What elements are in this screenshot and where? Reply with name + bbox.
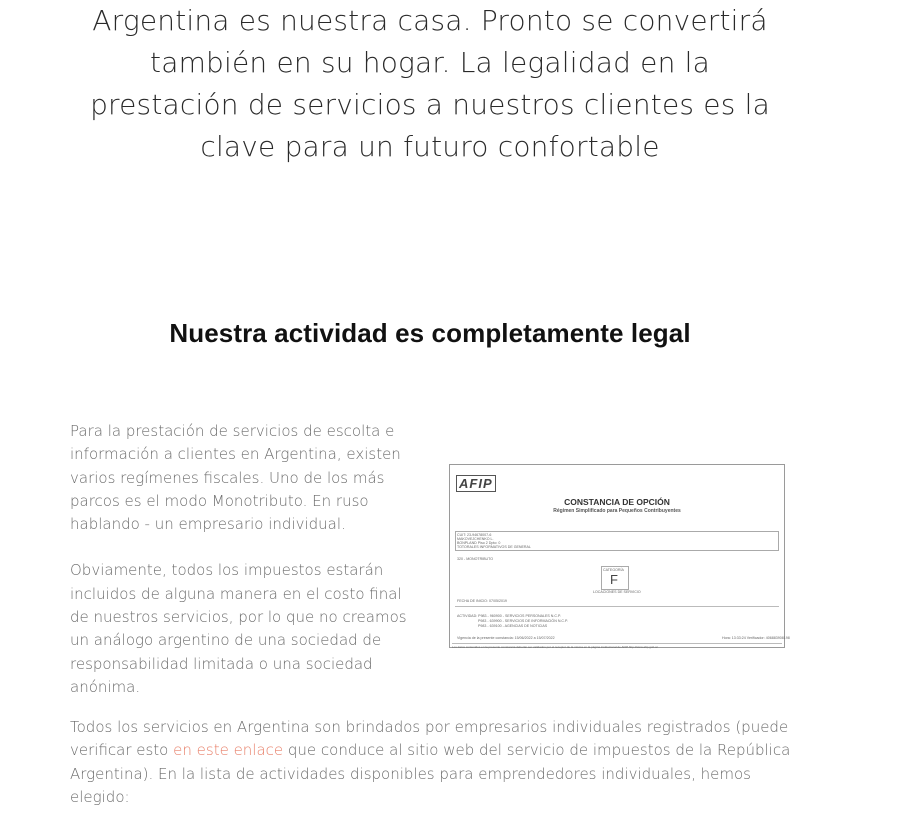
text-line: elegido:	[70, 787, 130, 806]
text-line: Obviamente, todos los impuestos estarán	[70, 561, 384, 580]
text-line: hablando - un empresario individual.	[70, 515, 346, 534]
afip-certificate-image	[449, 464, 790, 649]
cert-text: TOTORALES INFORMATIVOS DE GENERAL	[457, 545, 531, 549]
hero-line: clave para un futuro confortable	[200, 130, 660, 163]
certificate-title: CONSTANCIA DE OPCIÓN	[564, 497, 670, 507]
text-line: parcos es el modo Monotributo. En ruso	[70, 491, 369, 510]
cert-text: BONPLAND Piso 2 Dpto: 0	[457, 541, 501, 545]
text-line: un análogo argentino de una sociedad de	[70, 631, 382, 650]
hero-heading	[70, 0, 790, 168]
cert-category-label: CATEGORÍA	[603, 568, 624, 572]
afip-link[interactable]: en este enlace	[173, 741, 284, 760]
afip-logo: AFIP	[456, 476, 496, 491]
divider	[455, 606, 779, 607]
text-fragment: verificar esto	[70, 741, 174, 760]
cert-activity: P983 - 639900 - SERVICIOS DE INFORMACIÓN N.C.P.	[478, 619, 568, 623]
text-line: Para la prestación de servicios de escolta e	[70, 422, 395, 440]
cert-locations-label: LOCACIONES DE SERVICIO	[593, 590, 641, 594]
certificate-subtitle: Régimen Simplificado para Pequeños Contribuyentes	[553, 508, 681, 514]
text-line: incluidos de alguna manera en el costo final	[70, 584, 402, 603]
text-line	[70, 739, 850, 762]
text-line: Todos los servicios en Argentina son brindados por empresarios individuales registrados (puede	[70, 718, 789, 736]
cert-validity: Vigencia de la presente constancia: 15/06/2022 a 15/07/2022	[457, 636, 555, 640]
text-line: información a clientes en Argentina, existen	[70, 445, 401, 464]
text-line: responsabilidad limitada o una sociedad	[70, 654, 373, 673]
hero-line: también en su hogar. La legalidad en la	[150, 46, 710, 79]
hero-line: prestación de servicios a nuestros clientes es la	[90, 88, 770, 121]
text-fragment: que conduce al sitio web del servicio de impuestos de la República	[283, 741, 791, 760]
text-line: de nuestros servicios, por lo que no creamos	[70, 608, 407, 627]
text-line: Argentina). En la lista de actividades disponibles para emprendedores individuales, hemos	[70, 764, 751, 783]
cert-category: F	[610, 572, 618, 587]
cert-activity: ACTIVIDAD: P983 - 960900 - SERVICIOS PERSONALES N.C.P.	[457, 614, 561, 618]
section-title: Nuestra actividad es completamente legal	[169, 318, 691, 348]
paragraph-taxes	[70, 559, 410, 699]
cert-text: CUIT: 23-94678007-6	[457, 533, 492, 537]
cert-text: MAKOVEJCHENKO L.	[457, 537, 494, 541]
text-line: anónima.	[70, 677, 141, 696]
cert-activity: P983 - 639100 - AGENCIAS DE NOTICIAS	[478, 624, 548, 628]
cert-regime: 320 - MONOTRIBUTO	[457, 557, 494, 561]
cert-note: Los datos contenidos en la presente constancia deberán ser validados por el receptor de la misma en la página institucional de AFIP http://www.afip.gob.ar	[452, 645, 658, 649]
cert-time: Hora: 13:33:24 Verificador: 406883908198	[722, 636, 790, 640]
paragraph-services-registered	[70, 716, 850, 809]
hero-line: Argentina es nuestra casa. Pronto se convertirá	[92, 4, 768, 37]
text-line: varios regímenes fiscales. Uno de los más	[70, 468, 385, 487]
left-text-column	[70, 420, 410, 699]
divider	[452, 643, 782, 644]
cert-date: FECHA DE INICIO: 07/05/2019	[457, 599, 507, 603]
paragraph-fiscal-regimes	[70, 420, 410, 536]
